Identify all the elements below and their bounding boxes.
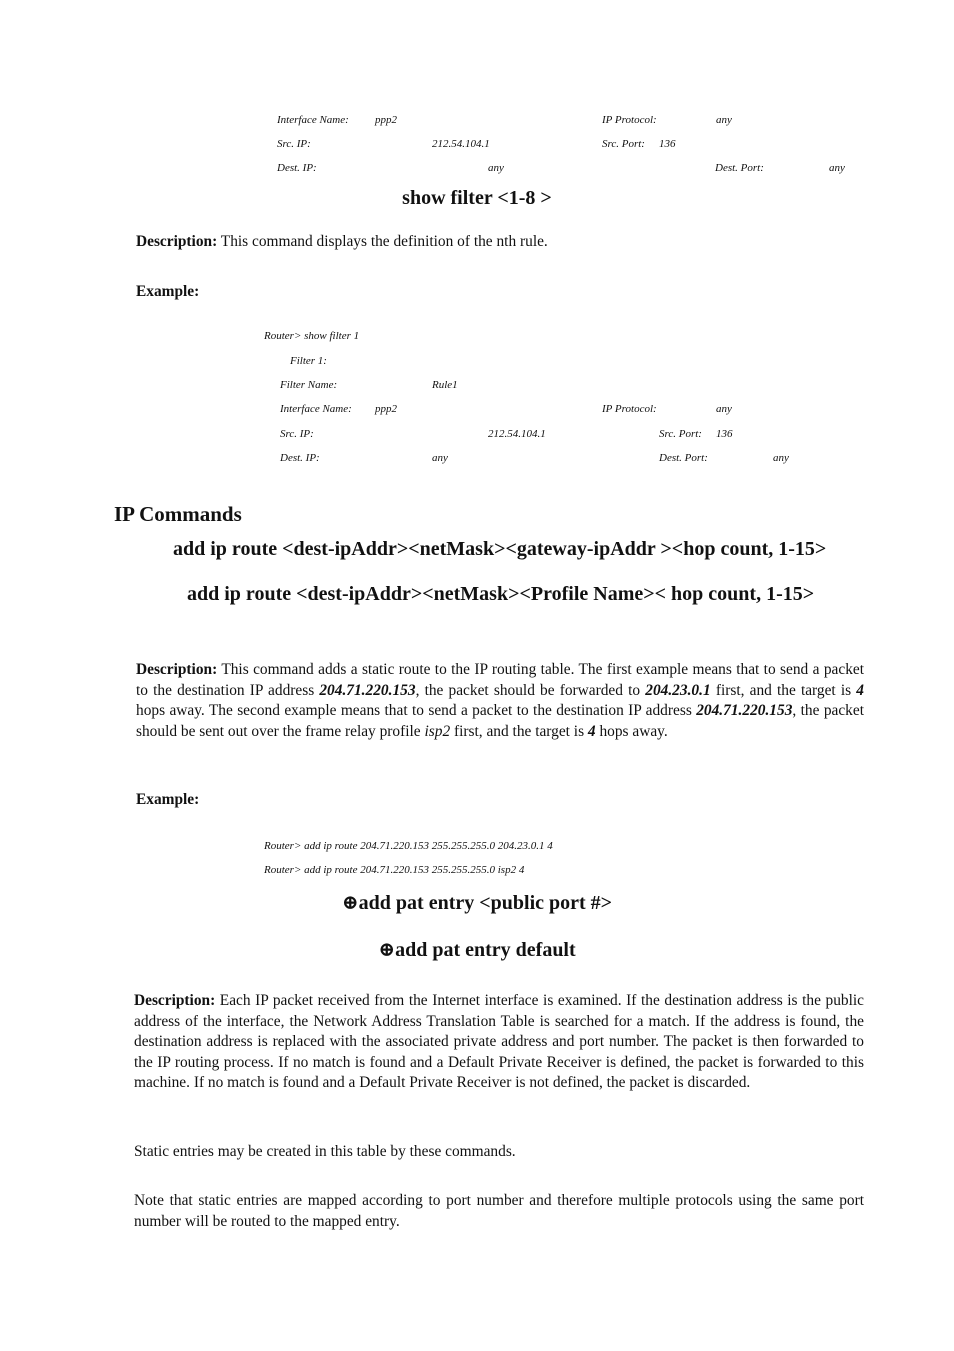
src-ip-value: 212.54.104.1 xyxy=(432,138,490,150)
example-filter-number: Filter 1: xyxy=(290,355,327,367)
hop-count: 4 xyxy=(856,681,864,699)
proto-label: IP Protocol: xyxy=(602,114,657,126)
show-filter-heading: show filter <1-8 > xyxy=(402,187,552,209)
proto-value: any xyxy=(716,114,732,126)
description-text: Each IP packet received from the Internet interface is examined. If the destination address is the public address of the interface, the Network Address Translation Table is searched for a match. If the address is found, the destination address is replaced with the associated private address and port number. The packet is then forwarded to the IP routing process. If no match is found and a Default Private Receiver is defined, the packet is forwarded to this machine. If no match is found and a Default Private Receiver is not defined, the packet is discarded. xyxy=(134,992,864,1091)
pat-description xyxy=(134,991,864,1094)
profile-name: isp2 xyxy=(424,722,451,740)
iface-label: Interface Name: xyxy=(280,403,352,415)
pat-entry-port-command: ⊕add pat entry <public port #> xyxy=(341,892,613,914)
example-label: Example: xyxy=(136,791,200,808)
description-label: Description: xyxy=(134,992,216,1009)
description-text: first, and the target is xyxy=(450,722,588,740)
ip-route-profile-command: add ip route <dest-ipAddr><netMask><Profile Name>< hop count, 1-15> xyxy=(187,583,815,605)
dest-port-value: any xyxy=(829,162,845,174)
dest-ip-label: Dest. IP: xyxy=(280,452,320,464)
destination-ip: 204.71.220.153 xyxy=(696,702,793,719)
ip-route-description xyxy=(136,660,864,742)
dest-port-value: any xyxy=(773,452,789,464)
example-command-profile: Router> add ip route 204.71.220.153 255.255.255.0 isp2 4 xyxy=(264,864,525,876)
iface-value: ppp2 xyxy=(375,114,397,126)
example-command: Router> show filter 1 xyxy=(264,330,360,342)
dest-port-label: Dest. Port: xyxy=(715,162,764,174)
description-text: hops away. xyxy=(595,722,668,740)
description-label: Description: xyxy=(136,661,218,678)
pat-entry-default-command: ⊕add pat entry default xyxy=(378,939,576,961)
dest-ip-label: Dest. IP: xyxy=(277,162,317,174)
hop-count: 4 xyxy=(587,722,596,740)
note-text: Note that static entries are mapped according to port number and therefore multiple protocols using the same port number will be routed to the mapped entry. xyxy=(134,1192,864,1230)
dest-ip-value: any xyxy=(432,452,448,464)
description-text: , the packet should be sent out over the frame relay profile xyxy=(136,702,864,740)
example-command-gateway: Router> add ip route 204.71.220.153 255.255.255.0 204.23.0.1 4 xyxy=(264,840,553,852)
filter-name-value: Rule1 xyxy=(432,379,458,391)
description-label: Description: xyxy=(136,233,218,250)
ip-route-gateway-command: add ip route <dest-ipAddr><netMask><gateway-ipAddr ><hop count, 1-15> xyxy=(173,538,827,560)
section-title: IP Commands xyxy=(114,502,242,526)
src-port-label: Src. Port: xyxy=(602,138,645,150)
src-port-value: 136 xyxy=(659,138,676,150)
src-ip-label: Src. IP: xyxy=(280,428,314,440)
description-text: hops away. The second example means that to send a packet to the destination IP address xyxy=(136,702,697,719)
description-text: This command adds a static route to the IP routing table. The first example means that to send a packet to the destination IP address xyxy=(136,661,864,699)
dest-port-label: Dest. Port: xyxy=(659,452,708,464)
src-port-label: Src. Port: xyxy=(659,428,702,440)
description-text: , the packet should be forwarded to xyxy=(415,681,646,699)
gateway-ip: 204.23.0.1 xyxy=(645,681,711,699)
destination-ip: 204.71.220.153 xyxy=(319,681,416,699)
iface-label: Interface Name: xyxy=(277,114,349,126)
description-text: first, and the target is xyxy=(710,681,857,699)
show-filter-description xyxy=(136,233,548,251)
proto-value: any xyxy=(716,403,732,415)
static-entries-text: Static entries may be created in this table by these commands. xyxy=(134,1143,516,1160)
filter-name-label: Filter Name: xyxy=(280,379,338,391)
src-port-value: 136 xyxy=(716,428,733,440)
src-ip-value: 212.54.104.1 xyxy=(488,428,546,440)
description-text: This command displays the definition of the nth rule. xyxy=(217,233,548,250)
iface-value: ppp2 xyxy=(375,403,397,415)
dest-ip-value: any xyxy=(488,162,504,174)
example-label: Example: xyxy=(136,283,200,300)
proto-label: IP Protocol: xyxy=(602,403,657,415)
src-ip-label: Src. IP: xyxy=(277,138,311,150)
